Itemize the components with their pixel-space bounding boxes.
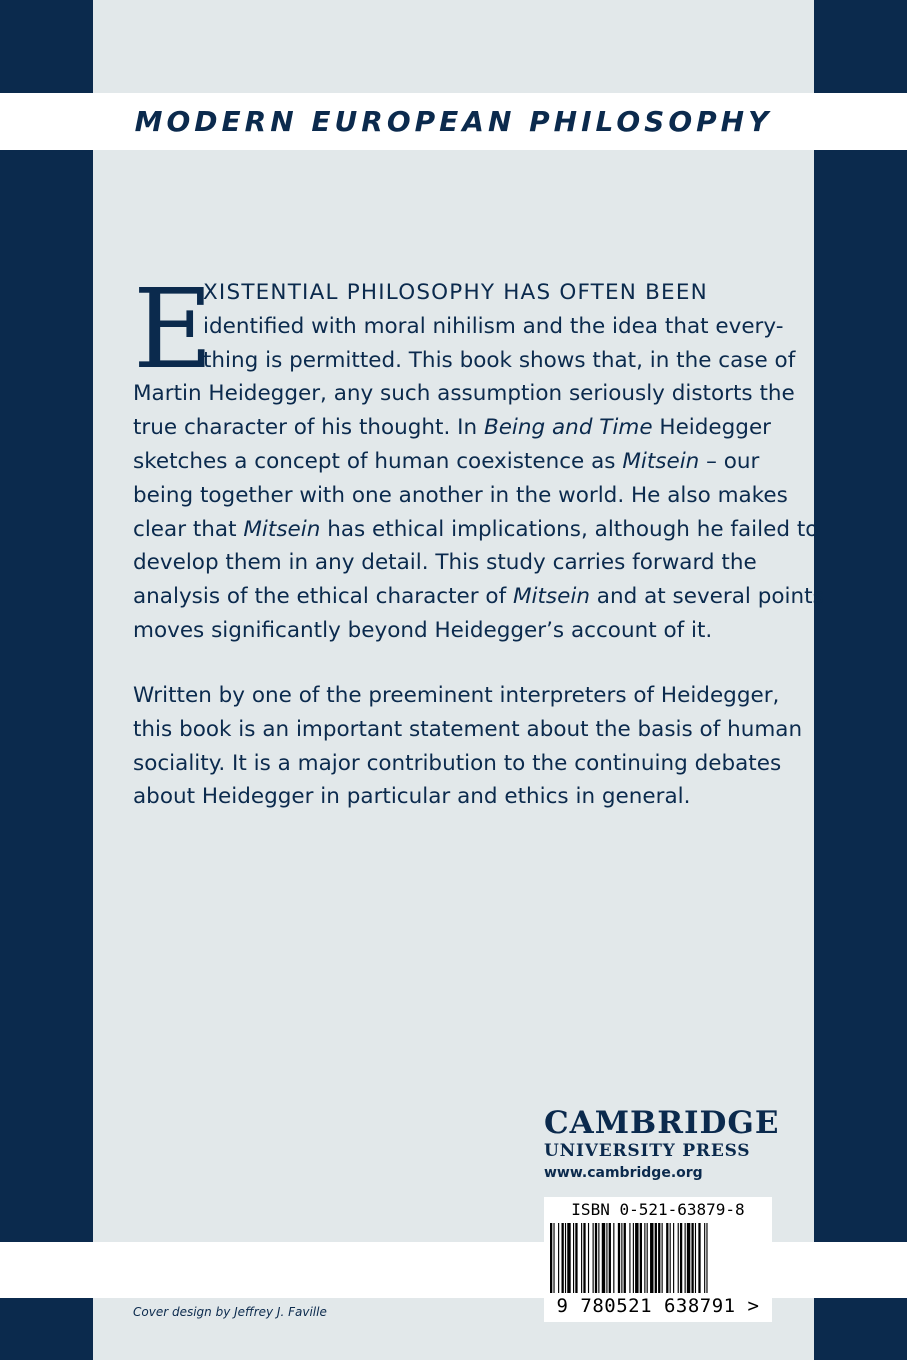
publisher-url: www.cambridge.org (544, 1165, 703, 1181)
blurb-line: sociality. It is a major contribution to the continuing debates (133, 750, 782, 776)
blurb-line: this book is an important statement about the basis of human (133, 716, 803, 742)
barcode-bar (687, 1223, 690, 1293)
blurb-line: Martin Heidegger, any such assumption seriously distorts the (133, 381, 795, 407)
barcode-bar (644, 1223, 645, 1293)
blurb-line: Written by one of the preeminent interpreters of Heidegger, (133, 683, 780, 708)
blurb-line: being together with one another in the world. He also makes (133, 482, 788, 508)
barcode-bar (670, 1223, 671, 1293)
term-italic: Mitsein (622, 448, 700, 474)
blurb-paragraph-2 (133, 679, 803, 814)
barcode-bar (655, 1223, 657, 1293)
publisher-name: CAMBRIDGE (544, 1105, 780, 1141)
blurb-text: clear that (133, 516, 244, 542)
barcode-bar (666, 1223, 668, 1293)
barcode-bar (609, 1223, 611, 1293)
barcode-bar (624, 1223, 626, 1293)
barcode-bar (618, 1223, 620, 1293)
barcode-bar (695, 1223, 696, 1293)
barcode-bar (553, 1223, 554, 1293)
series-banner (0, 93, 907, 150)
barcode-bar (565, 1223, 566, 1293)
series-title: MODERN EUROPEAN PHILOSOPHY (134, 105, 773, 138)
barcode-bar (583, 1223, 585, 1293)
blurb-line: identified with moral nihilism and the idea that every- (203, 313, 784, 339)
blurb-line: moves significantly beyond Heidegger’s account of it. (133, 617, 713, 643)
blurb-text: – our (699, 448, 760, 474)
blurb-line: XISTENTIAL PHILOSOPHY HAS OFTEN BEEN (203, 280, 708, 305)
barcode-bar (588, 1223, 589, 1293)
barcode-icon (548, 1223, 768, 1295)
blurb-line: thing is permitted. This book shows that, in the case of (203, 347, 796, 373)
blurb-line (133, 580, 824, 614)
barcode-bar (593, 1223, 594, 1293)
barcode-bar (680, 1223, 682, 1293)
barcode-bar (562, 1223, 564, 1293)
barcode-bar (573, 1223, 574, 1293)
term-italic: Mitsein (243, 516, 321, 542)
barcode-bar (595, 1223, 597, 1293)
blurb-text: has ethical implications, although he failed to (320, 516, 819, 542)
barcode-bar (606, 1223, 607, 1293)
barcode-bar (613, 1223, 614, 1293)
blurb-text: and at several points (589, 584, 824, 610)
drop-cap: E (133, 265, 214, 393)
barcode-bar (633, 1223, 634, 1293)
barcode-bar (662, 1223, 663, 1293)
barcode-bar (640, 1223, 642, 1293)
barcode-bar (581, 1223, 582, 1293)
blurb-line (133, 411, 779, 445)
blurb-line (133, 445, 779, 479)
left-navy-band (0, 0, 93, 1360)
barcode-bar (691, 1223, 693, 1293)
barcode-bar (706, 1223, 707, 1293)
blurb-text: analysis of the ethical character of (133, 584, 513, 610)
barcode-bar (567, 1223, 570, 1293)
barcode-bar (704, 1223, 705, 1293)
barcode-bar (698, 1223, 700, 1293)
blurb-line: about Heidegger in particular and ethics in general. (133, 784, 691, 810)
barcode-bar (685, 1223, 686, 1293)
barcode-bar (658, 1223, 660, 1293)
book-title-italic: Being and Time (483, 415, 653, 441)
barcode-bar (635, 1223, 638, 1293)
barcode-bar (558, 1223, 559, 1293)
barcode-bar (575, 1223, 577, 1293)
ean-digits: 9 780521 638791 > (556, 1295, 760, 1317)
barcode-bar (550, 1223, 552, 1293)
cover-design-credit: Cover design by Jeffrey J. Faville (133, 1305, 327, 1319)
barcode-bar (629, 1223, 630, 1293)
barcode-bar (602, 1223, 605, 1293)
blurb-line: develop them in any detail. This study carries forward the (133, 550, 757, 576)
blurb-line (133, 513, 819, 547)
barcode-bar (650, 1223, 653, 1293)
term-italic: Mitsein (512, 584, 590, 610)
publisher-subname: UNIVERSITY PRESS (544, 1141, 751, 1161)
barcode-bar (647, 1223, 648, 1293)
barcode-bar (673, 1223, 674, 1293)
barcode-box (544, 1197, 772, 1322)
publisher-logo (544, 1106, 784, 1184)
isbn-label: ISBN 0-521-63879-8 (571, 1200, 745, 1219)
blurb-paragraph-1 (133, 265, 824, 648)
barcode-bar (621, 1223, 622, 1293)
barcode-bar (678, 1223, 679, 1293)
blurb-text: sketches a concept of human coexistence as (133, 448, 623, 474)
right-navy-band (814, 0, 907, 1360)
blurb-text: Heidegger (652, 415, 772, 441)
barcode-bar (598, 1223, 599, 1293)
blurb-text: true character of his thought. In (133, 415, 484, 441)
